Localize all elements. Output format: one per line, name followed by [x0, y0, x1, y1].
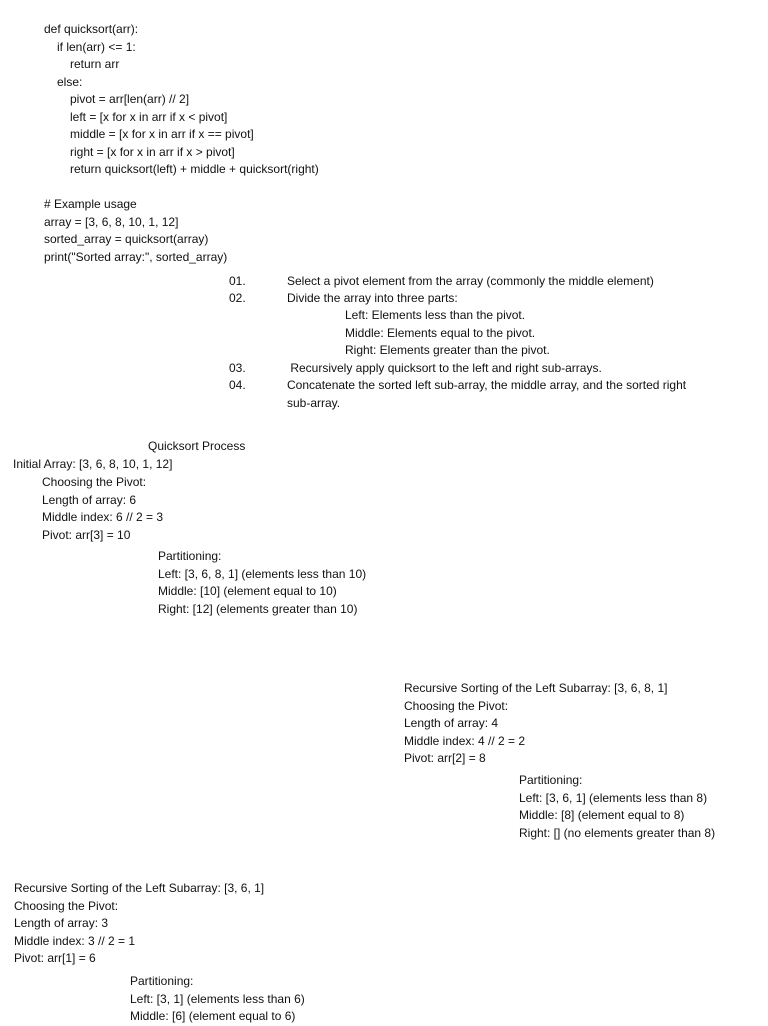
step-number: 03. — [229, 361, 246, 375]
pivot-line: Middle index: 6 // 2 = 3 — [42, 510, 164, 524]
partition-line: Partitioning: — [519, 773, 583, 787]
pivot-line: Choosing the Pivot: — [42, 475, 147, 489]
recursion-line: Recursive Sorting of the Left Subarray: [3, 6, 1] — [14, 881, 265, 895]
partition-line: Left: [3, 1] (elements less than 6) — [130, 991, 305, 1006]
code-line: middle = [x for x in arr if x == pivot] — [70, 127, 254, 141]
pivot-block — [42, 474, 163, 544]
code-block — [44, 21, 319, 266]
step-text: Select a pivot element from the array (commonly the middle element) — [287, 274, 654, 288]
recursion-line: Length of array: 3 — [14, 916, 109, 930]
code-line: right = [x for x in arr if x > pivot] — [70, 144, 235, 159]
recursion-line: Middle index: 4 // 2 = 2 — [404, 733, 526, 748]
partition-line: Middle: [8] (element equal to 8) — [519, 808, 685, 822]
partition-line: Left: [3, 6, 8, 1] (elements less than 10) — [158, 566, 367, 581]
section-title: Quicksort Process — [148, 439, 246, 453]
code-line: return quicksort(left) + middle + quicksort(right) — [70, 162, 319, 176]
code-line: return arr — [70, 57, 120, 71]
recursion-partition-block — [519, 772, 715, 842]
partition-line: Right: [] (no elements greater than 8) — [519, 825, 716, 840]
step-subpart: Left: Elements less than the pivot. — [345, 308, 526, 322]
recursion-partition-block — [130, 973, 305, 1026]
step-number: 01. — [229, 274, 246, 288]
pivot-line: Length of array: 6 — [42, 492, 137, 507]
pivot-line: Pivot: arr[3] = 10 — [42, 527, 131, 542]
recursion-line: Pivot: arr[2] = 8 — [404, 751, 486, 765]
step-text: Recursively apply quicksort to the left and right sub-arrays. — [287, 361, 602, 375]
code-line — [44, 179, 319, 197]
recursion-line: Pivot: arr[1] = 6 — [14, 951, 96, 965]
recursion-pivot-block — [14, 880, 264, 968]
step-text: Concatenate the sorted left sub-array, the middle array, and the sorted right — [287, 378, 687, 392]
step-subpart: Right: Elements greater than the pivot. — [345, 343, 550, 357]
partition-line: Left: [3, 6, 1] (elements less than 8) — [519, 790, 708, 805]
partition-line: Middle: [6] (element equal to 6) — [130, 1009, 296, 1023]
partition-line: Partitioning: — [158, 549, 222, 563]
partition-block — [158, 548, 366, 618]
recursion-line: Recursive Sorting of the Left Subarray: [3, 6, 8, 1] — [404, 681, 668, 695]
step-number: 02. — [229, 291, 246, 305]
recursion-line: Choosing the Pivot: — [404, 698, 509, 713]
code-line: left = [x for x in arr if x < pivot] — [70, 109, 228, 124]
code-line: def quicksort(arr): — [44, 22, 139, 36]
step-subpart: Middle: Elements equal to the pivot. — [345, 326, 536, 340]
code-line: print("Sorted array:", sorted_array) — [44, 249, 228, 264]
recursion-pivot-block — [404, 680, 667, 768]
code-line: array = [3, 6, 8, 10, 1, 12] — [44, 214, 179, 229]
partition-line: Partitioning: — [130, 974, 194, 988]
code-line: pivot = arr[len(arr) // 2] — [70, 92, 190, 106]
recursion-line: Choosing the Pivot: — [14, 898, 119, 913]
code-line: # Example usage — [44, 197, 137, 211]
code-line: else: — [57, 74, 83, 89]
code-line: if len(arr) <= 1: — [57, 39, 136, 54]
step-number: 04. — [229, 378, 246, 392]
code-line: sorted_array = quicksort(array) — [44, 232, 209, 246]
step-text-continuation: sub-array. — [287, 396, 341, 410]
recursion-line: Middle index: 3 // 2 = 1 — [14, 933, 136, 948]
partition-line: Middle: [10] (element equal to 10) — [158, 584, 337, 598]
initial-array: Initial Array: [3, 6, 8, 10, 1, 12] — [13, 457, 173, 471]
recursion-line: Length of array: 4 — [404, 716, 499, 730]
partition-line: Right: [12] (elements greater than 10) — [158, 601, 358, 616]
step-text: Divide the array into three parts: — [287, 291, 458, 305]
